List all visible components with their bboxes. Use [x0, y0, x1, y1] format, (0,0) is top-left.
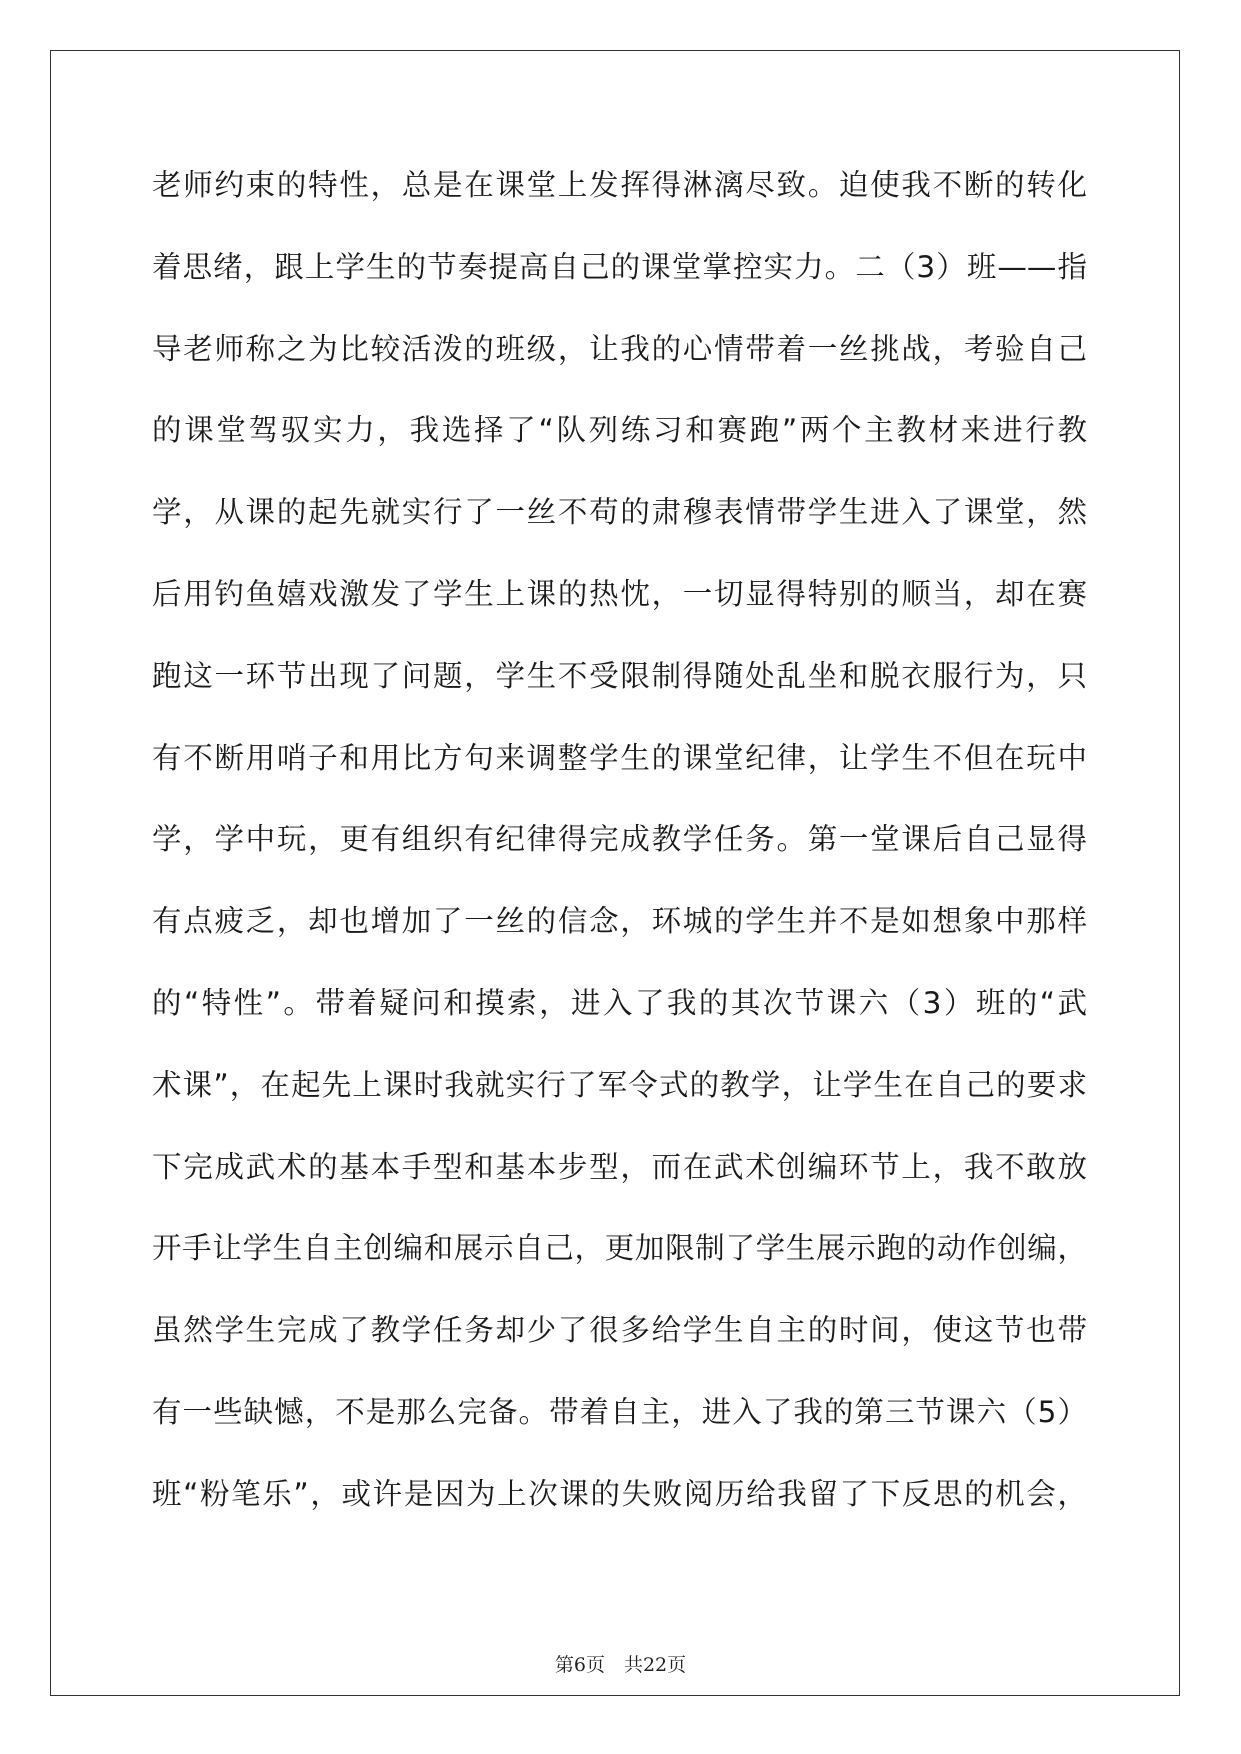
text-line: 跑这一环节出现了问题，学生不受限制得随处乱坐和脱衣服行为，只	[152, 658, 1087, 693]
text-line: 虽然学生完成了教学任务却少了很多给学生自主的时间，使这节也带	[152, 1313, 1087, 1348]
text-line: 导老师称之为比较活泼的班级，让我的心情带着一丝挑战，考验自己	[152, 331, 1087, 366]
text-line: 有不断用哨子和用比方句来调整学生的课堂纪律，让学生不但在玩中	[152, 740, 1087, 775]
text-line: 的“特性”。带着疑问和摸索，进入了我的其次节课六（3）班的“武	[152, 985, 1087, 1020]
page-footer	[0, 1650, 1241, 1677]
text-line: 下完成武术的基本手型和基本步型，而在武术创编环节上，我不敢放	[152, 1149, 1087, 1184]
text-line: 学，从课的起先就实行了一丝不苟的肃穆表情带学生进入了课堂，然	[152, 495, 1087, 530]
body-text	[152, 160, 1087, 1551]
text-line: 学，学中玩，更有组织有纪律得完成教学任务。第一堂课后自己显得	[152, 822, 1087, 857]
text-line: 开手让学生自主创编和展示自己，更加限制了学生展示跑的动作创编，	[152, 1231, 1087, 1266]
text-line: 术课”，在起先上课时我就实行了军令式的教学，让学生在自己的要求	[152, 1067, 1087, 1102]
text-line: 后用钓鱼嬉戏激发了学生上课的热忱，一切显得特别的顺当，却在赛	[152, 576, 1087, 611]
text-line: 有一些缺憾，不是那么完备。带着自主，进入了我的第三节课六（5）	[152, 1394, 1087, 1429]
text-line: 班“粉笔乐”，或许是因为上次课的失败阅历给我留了下反思的机会，	[152, 1476, 1087, 1511]
text-line: 有点疲乏，却也增加了一丝的信念，环城的学生并不是如想象中那样	[152, 904, 1087, 939]
text-line: 老师约束的特性，总是在课堂上发挥得淋漓尽致。迫使我不断的转化	[152, 168, 1087, 202]
page-number-label: 第6页 共22页	[554, 1654, 687, 1676]
text-line: 的课堂驾驭实力，我选择了“队列练习和赛跑”两个主教材来进行教	[152, 413, 1087, 448]
text-line: 着思绪，跟上学生的节奏提高自己的课堂掌控实力。二（3）班——指	[152, 249, 1087, 284]
